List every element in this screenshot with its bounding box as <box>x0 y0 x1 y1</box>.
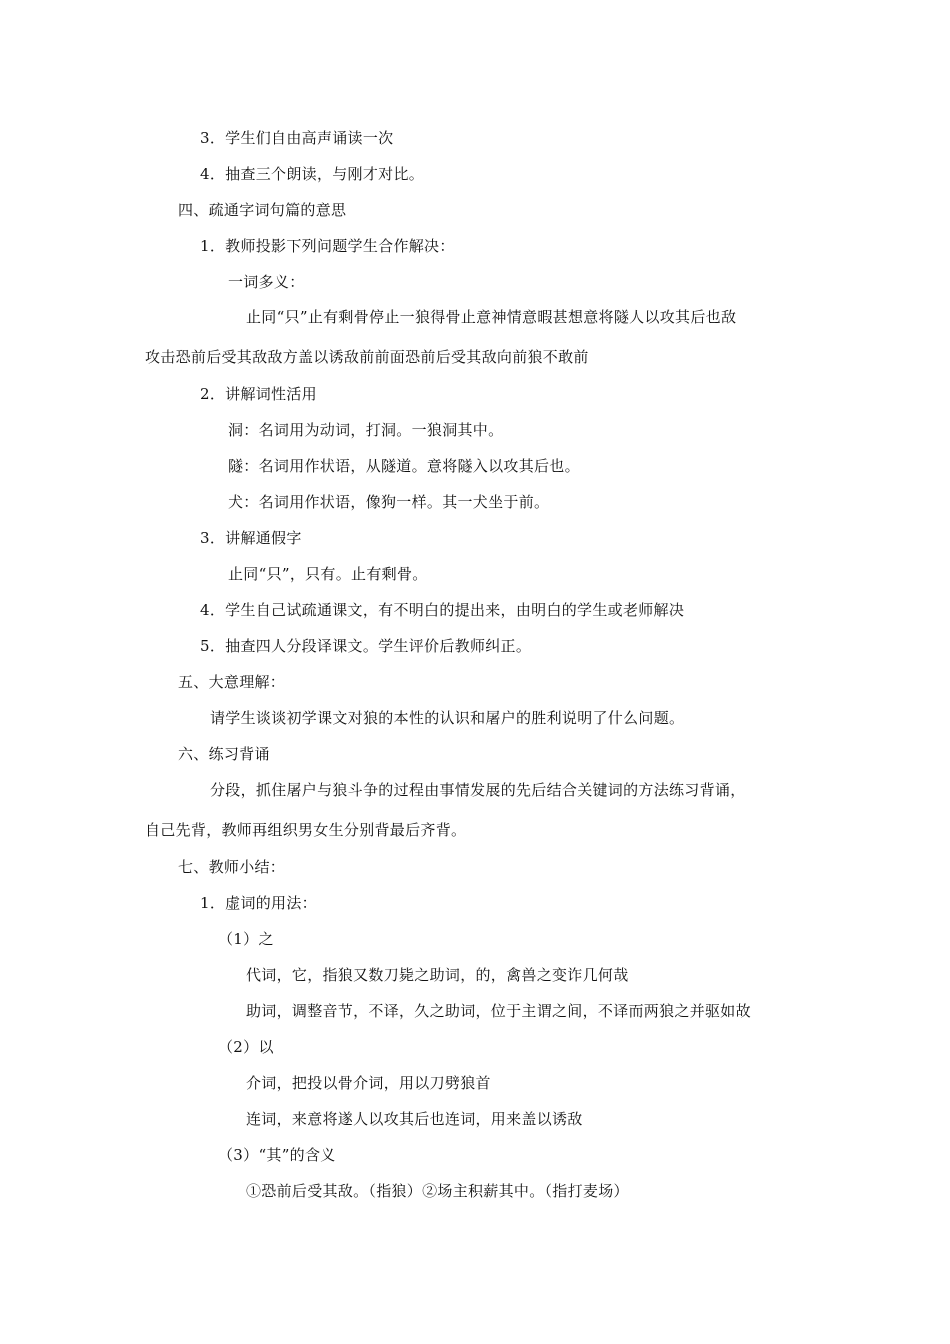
text-line: 一词多义： <box>228 273 305 291</box>
text-line: 2．讲解词性活用 <box>200 385 317 403</box>
text-line: 4．抽查三个朗读，与刚才对比。 <box>200 165 425 183</box>
text-line: 连词，来意将遂人以攻其后也连词，用来盖以诱敌 <box>246 1110 583 1128</box>
text-line: 5．抽查四人分段译课文。学生评价后教师纠正。 <box>200 637 532 655</box>
section-heading: 五、大意理解： <box>178 673 286 691</box>
text-line: 介词，把投以骨介词，用以刀劈狼首 <box>246 1074 491 1092</box>
text-line: 代词，它，指狼又数刀毙之助词，的，禽兽之变诈几何哉 <box>246 966 629 984</box>
text-line: 止同“只”，只有。止有剩骨。 <box>228 565 428 583</box>
section-heading: 四、疏通字词句篇的意思 <box>178 201 347 219</box>
text-line: 洞：名词用为动词，打洞。一狼洞其中。 <box>228 421 504 439</box>
text-line: 1．虚词的用法： <box>200 894 317 912</box>
text-line: 请学生谈谈初学课文对狼的本性的认识和屠户的胜利说明了什么问题。 <box>210 709 685 727</box>
text-line: 隧：名词用作状语，从隧道。意将隧入以攻其后也。 <box>228 457 580 475</box>
text-line: 分段，抓住屠户与狼斗争的过程由事情发展的先后结合关键词的方法练习背诵， <box>210 781 746 799</box>
text-line: （1）之 <box>218 930 274 948</box>
text-line: 助词，调整音节，不译，久之助词，位于主谓之间，不译而两狼之并驱如故 <box>246 1002 751 1020</box>
text-line: 3．讲解通假字 <box>200 529 302 547</box>
text-line: 犬：名词用作状语，像狗一样。其一犬坐于前。 <box>228 493 550 511</box>
section-heading: 六、练习背诵 <box>178 745 270 763</box>
text-line: 3．学生们自由高声诵读一次 <box>200 129 394 147</box>
text-line: （2）以 <box>218 1038 274 1056</box>
text-line: 攻击恐前后受其敌敌方盖以诱敌前前面恐前后受其敌向前狼不敢前 <box>145 348 589 366</box>
text-line: ①恐前后受其敌。（指狼）②场主积薪其中。（指打麦场） <box>246 1182 629 1200</box>
section-heading: 七、教师小结： <box>178 858 286 876</box>
text-line: 止同“只”止有剩骨停止一狼得骨止意神情意暇甚想意将隧人以攻其后也敌 <box>246 308 737 326</box>
text-line: （3）“其”的含义 <box>218 1146 336 1164</box>
text-line: 自己先背，教师再组织男女生分别背最后齐背。 <box>145 821 467 839</box>
text-line: 1．教师投影下列问题学生合作解决： <box>200 237 455 255</box>
text-line: 4．学生自己试疏通课文，有不明白的提出来，由明白的学生或老师解决 <box>200 601 685 619</box>
